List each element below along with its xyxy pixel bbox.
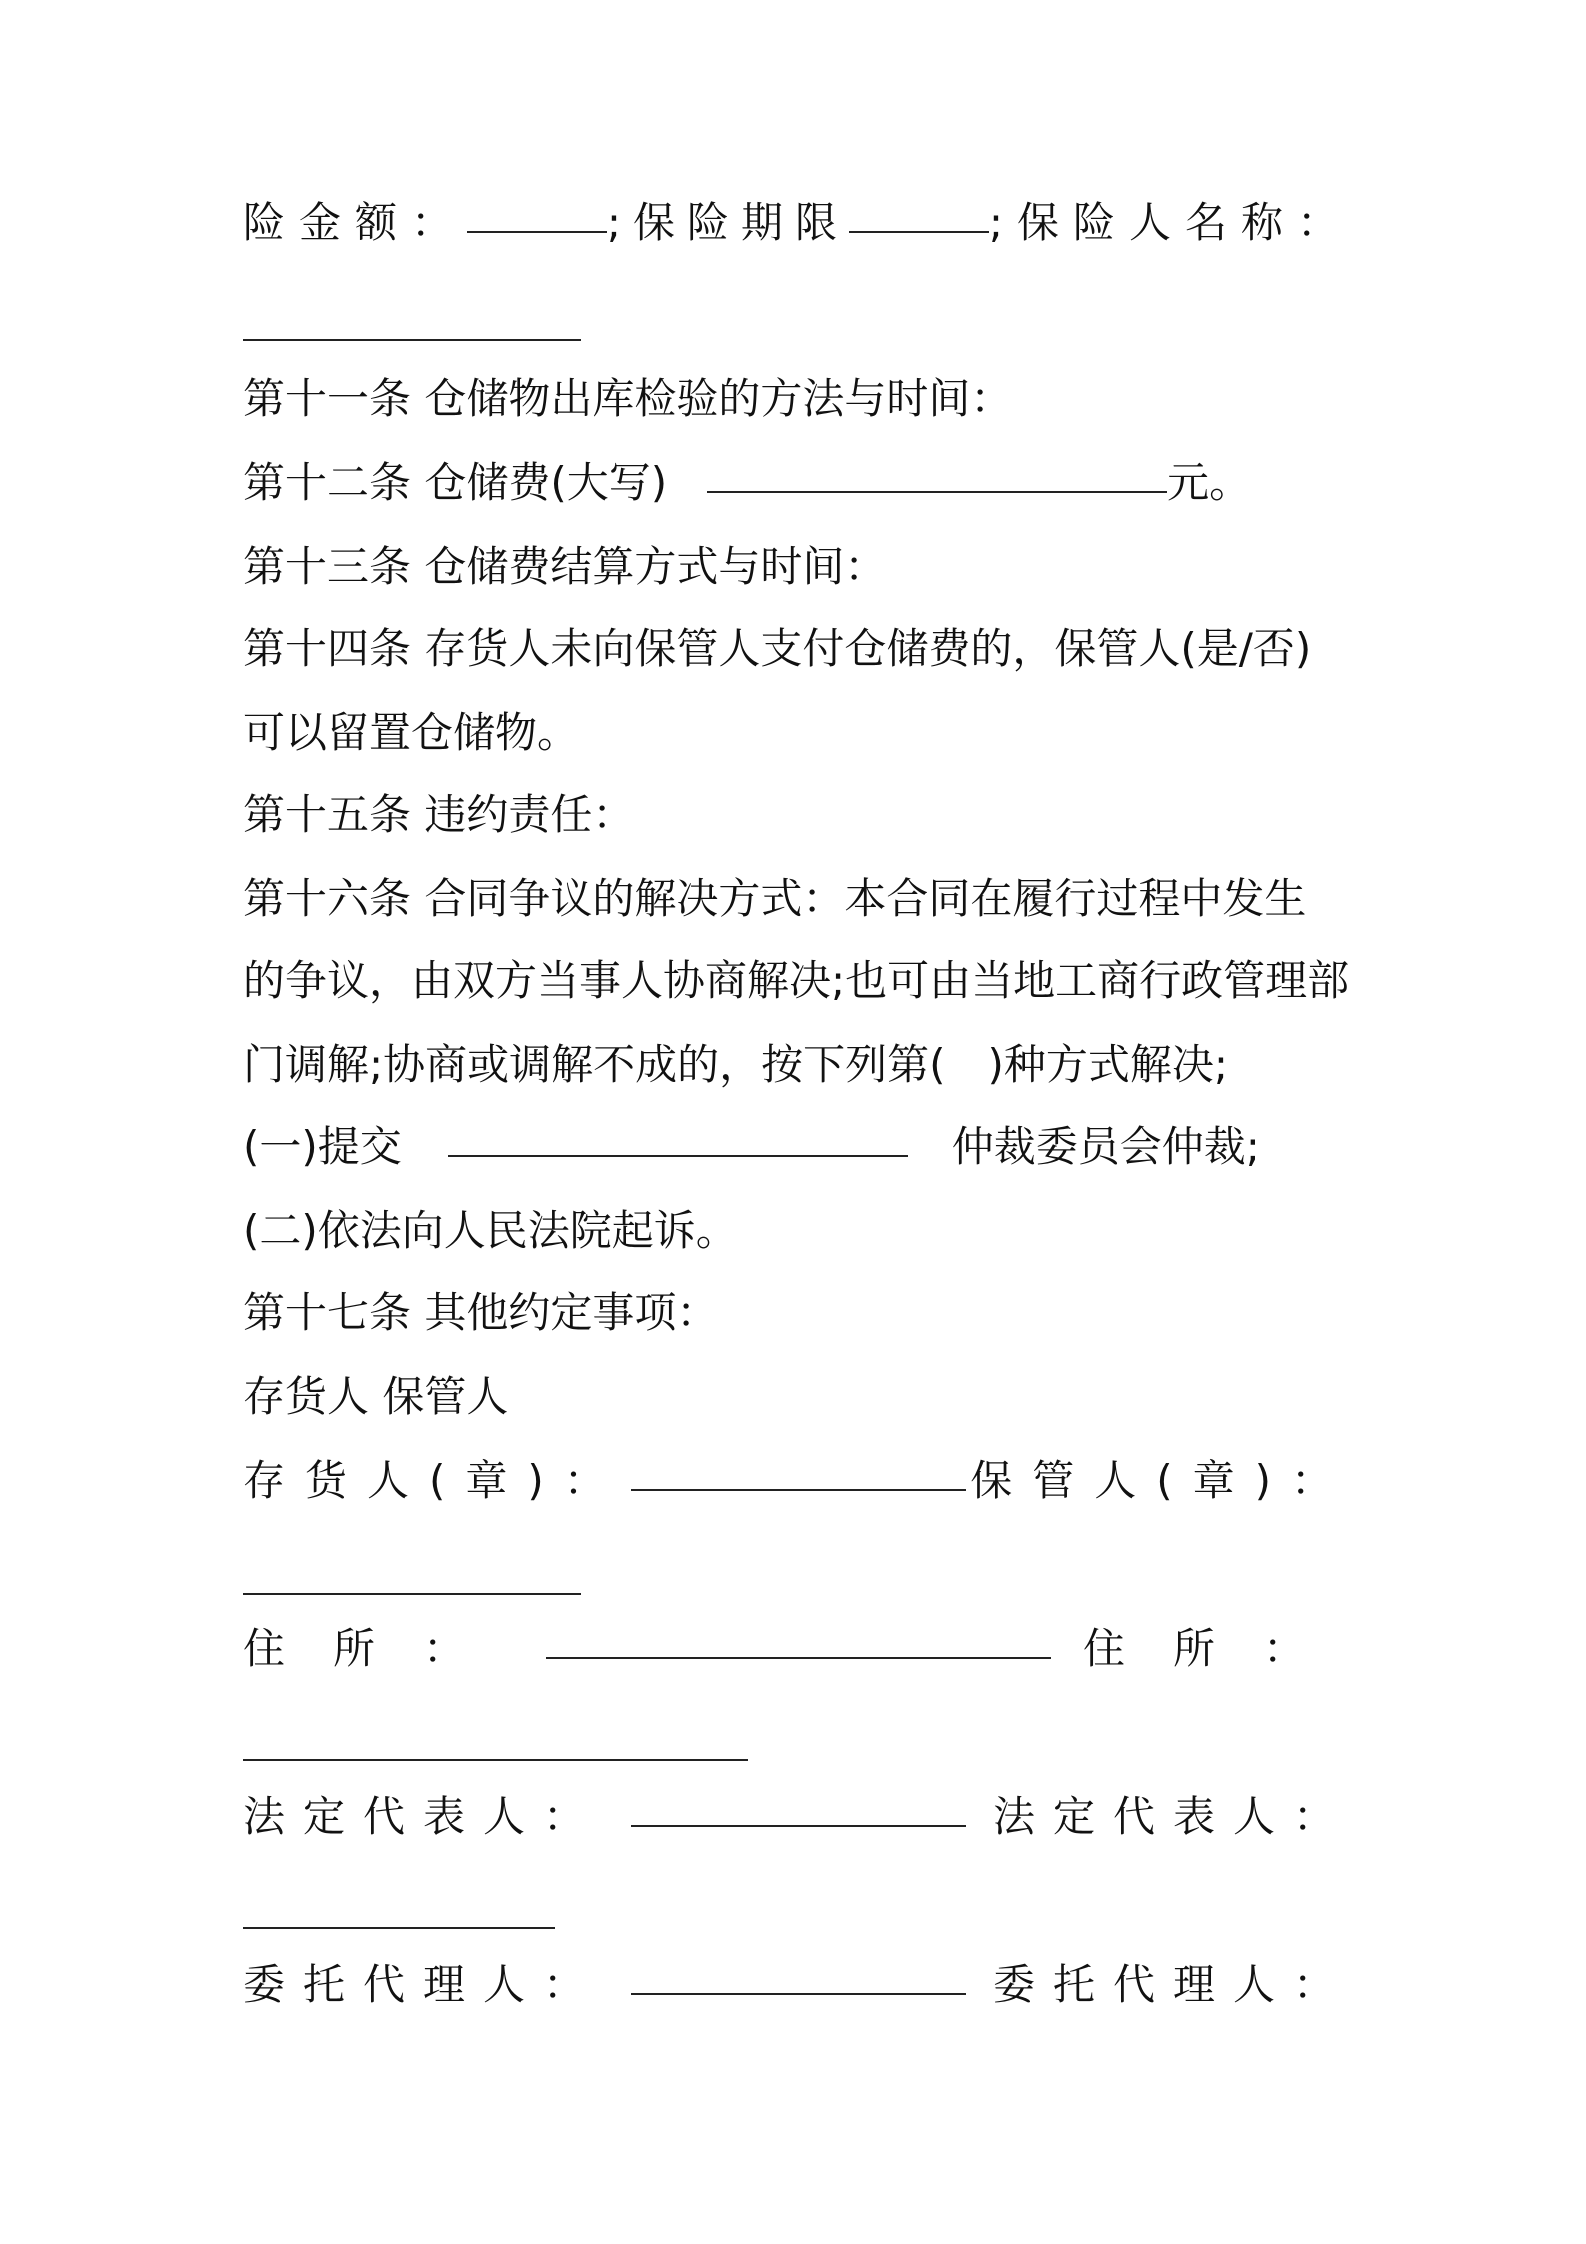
insurer-name-blank[interactable] xyxy=(243,295,581,341)
parties-heading: 存货人 保管人 xyxy=(243,1372,509,1421)
insurance-amount-label: 险金额： xyxy=(243,198,468,247)
insurance-period-label: ;保险期限 xyxy=(606,198,849,247)
depositor-legal-rep-label: 法定代表人： xyxy=(243,1792,604,1841)
article-12 xyxy=(243,448,1353,518)
keeper-legal-rep-line xyxy=(243,1884,1353,1954)
option-2: (二)依法向人民法院起诉。 xyxy=(243,1206,738,1255)
agent-line xyxy=(243,1950,1353,2020)
storage-fee-label: 第十二条 仓储费(大写) xyxy=(243,458,668,507)
article-16-line-2: 的争议，由双方当事人协商解决;也可由当地工商行政管理部 xyxy=(243,956,1350,1005)
keeper-seal-blank[interactable] xyxy=(243,1549,581,1595)
keeper-legal-rep-label: 法定代表人： xyxy=(992,1792,1353,1841)
article-11: 第十一条 仓储物出库检验的方法与时间： xyxy=(243,374,1013,423)
insurer-name-line xyxy=(243,296,1353,366)
keeper-domicile-line xyxy=(243,1716,1353,1786)
depositor-seal-label: 存货人(章)： xyxy=(243,1456,626,1505)
insurer-name-label: ;保险人名称： xyxy=(988,198,1353,247)
keeper-domicile-blank[interactable] xyxy=(243,1715,748,1761)
option-1-tail: 仲裁委员会仲裁; xyxy=(951,1122,1260,1171)
storage-fee-blank[interactable] xyxy=(707,447,1167,493)
insurance-period-blank[interactable] xyxy=(849,187,989,233)
article-17: 第十七条 其他约定事项： xyxy=(243,1288,719,1337)
article-16-line-1: 第十六条 合同争议的解决方式：本合同在履行过程中发生 xyxy=(243,874,1307,923)
depositor-domicile-label: 住所： xyxy=(243,1624,514,1673)
legal-rep-line xyxy=(243,1782,1353,1852)
article-15: 第十五条 违约责任： xyxy=(243,790,635,839)
keeper-domicile-label: 住所： xyxy=(1082,1624,1353,1673)
storage-fee-unit: 元。 xyxy=(1167,458,1252,507)
option-1 xyxy=(243,1112,1353,1182)
article-13: 第十三条 仓储费结算方式与时间： xyxy=(243,542,887,591)
article-16-line-3a: 门调解;协商或调解不成的，按下列第( xyxy=(243,1040,946,1089)
depositor-seal-blank[interactable] xyxy=(631,1445,966,1491)
article-16-line-3b: )种方式解决; xyxy=(987,1040,1229,1089)
keeper-seal-line xyxy=(243,1550,1353,1620)
keeper-seal-label: 保管人(章)： xyxy=(970,1456,1353,1505)
article-14-line-1: 第十四条 存货人未向保管人支付仓储费的，保管人(是/否) xyxy=(243,624,1312,673)
keeper-legal-rep-blank[interactable] xyxy=(243,1883,555,1929)
depositor-domicile-blank[interactable] xyxy=(546,1613,1051,1659)
domicile-line xyxy=(243,1614,1353,1684)
depositor-legal-rep-blank[interactable] xyxy=(631,1781,966,1827)
depositor-agent-label: 委托代理人： xyxy=(243,1960,604,2009)
insurance-line xyxy=(243,188,1353,258)
insurance-amount-blank[interactable] xyxy=(467,187,607,233)
keeper-agent-label: 委托代理人： xyxy=(992,1960,1353,2009)
seal-line xyxy=(243,1446,1353,1516)
arbitration-commission-blank[interactable] xyxy=(448,1111,908,1157)
article-16-line-3 xyxy=(243,1030,1353,1100)
article-14-line-2: 可以留置仓储物。 xyxy=(243,708,580,757)
depositor-agent-blank[interactable] xyxy=(631,1949,966,1995)
option-1-label: (一)提交 xyxy=(243,1122,402,1171)
